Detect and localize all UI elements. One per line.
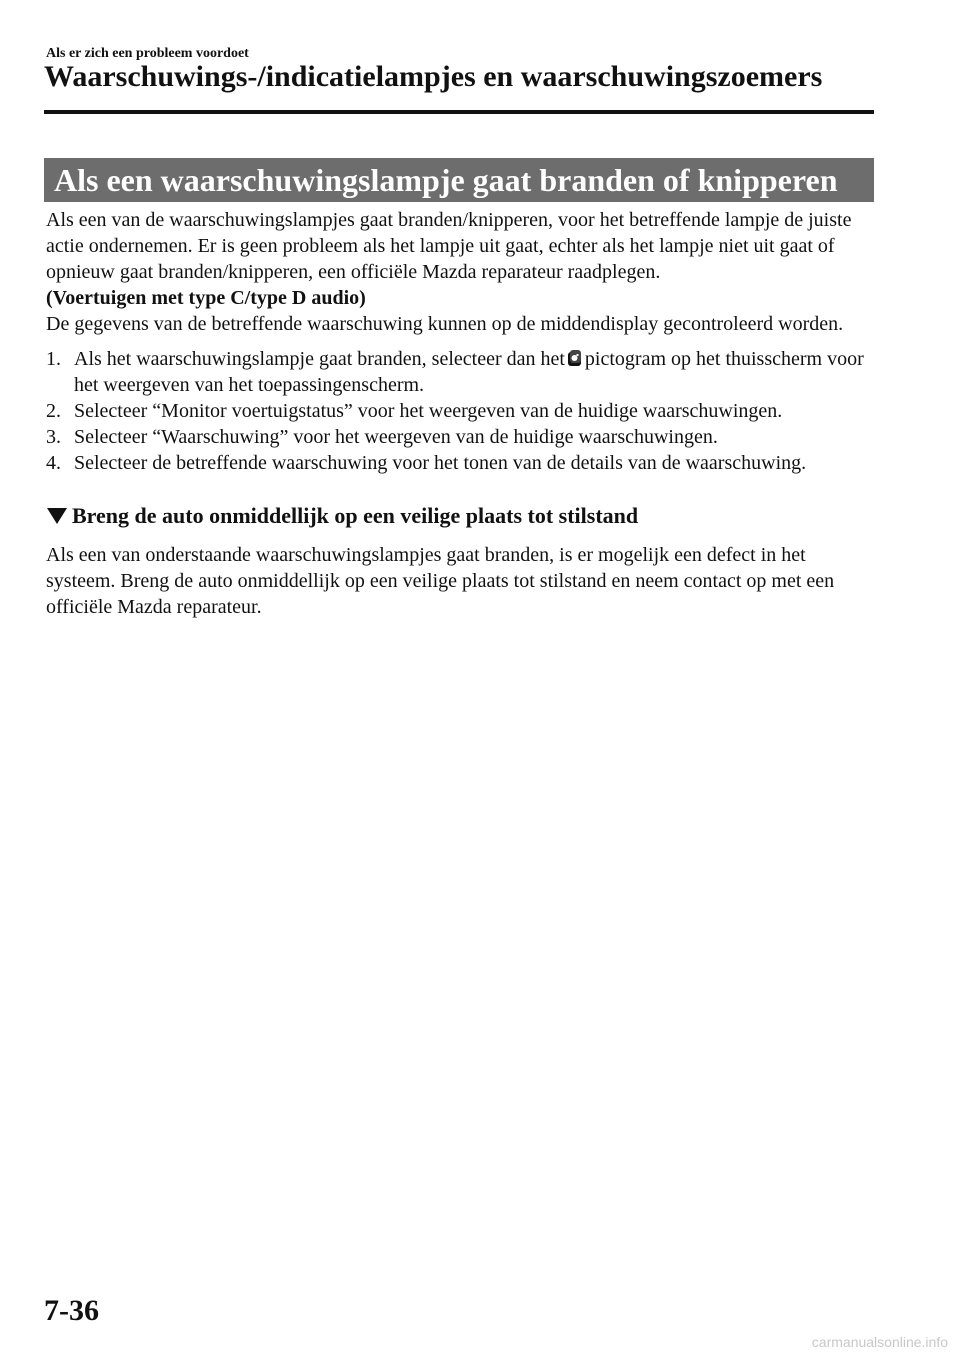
list-item [46,450,876,476]
page-title: Waarschuwings-/indicatielampjes en waarschuwingszoemers [44,60,823,93]
subsection-heading-text: Breng de auto onmiddellijk op een veilige plaats tot stilstand [72,503,639,528]
step-number: 2. [46,400,61,422]
list-item [46,424,876,450]
breadcrumb: Als er zich een probleem voordoet [46,46,249,61]
watermark: carmanualsonline.info [811,1334,948,1350]
step-number: 1. [46,348,61,370]
list-item [46,398,876,424]
list-item [46,346,876,398]
step-text-part: pictogram op het thuisscherm voor het weergeven van het toepassingenscherm. [74,348,864,396]
subsection-paragraph: Als een van onderstaande waarschuwingslampjes gaat branden, is er mogelijk een defect in het systeem. Breng de auto onmiddellijk op een veilige plaats tot stilstand en neem contact op met een officiële Mazda reparateur. [46,544,835,618]
step-text: Selecteer “Waarschuwing” voor het weergeven van de huidige waarschuwingen. [74,426,718,448]
application-icon [567,349,583,367]
step-text: Selecteer de betreffende waarschuwing voor het tonen van de details van de waarschuwing. [74,452,807,474]
steps-list [46,346,876,476]
subsection-heading [46,502,876,530]
step-text [74,346,876,398]
intro-paragraph: Als een van de waarschuwingslampjes gaat branden/knipperen, voor het betreffende lampje de juiste actie ondernemen. Er is geen probleem als het lampje uit gaat, echter als het lampje niet uit gaat of opnieuw gaat branden/knipperen, een officiële Mazda reparateur raadplegen. [46,209,852,283]
main-content [46,207,876,620]
step-text-part: Als het waarschuwingslampje gaat branden, selecteer dan het [74,348,565,370]
step-text: Selecteer “Monitor voertuigstatus” voor het weergeven van de huidige waarschuwingen. [74,400,783,422]
vehicles-label: (Voertuigen met type C/type D audio) [46,287,366,309]
section-heading: Als een waarschuwingslampje gaat branden of knipperen [44,158,874,202]
title-divider [44,110,874,114]
step-number: 4. [46,452,61,474]
triangle-down-icon [46,507,68,525]
step-number: 3. [46,426,61,448]
page-number: 7-36 [44,1294,99,1327]
vehicles-paragraph: De gegevens van de betreffende waarschuwing kunnen op de middendisplay gecontroleerd worden. [46,313,844,335]
